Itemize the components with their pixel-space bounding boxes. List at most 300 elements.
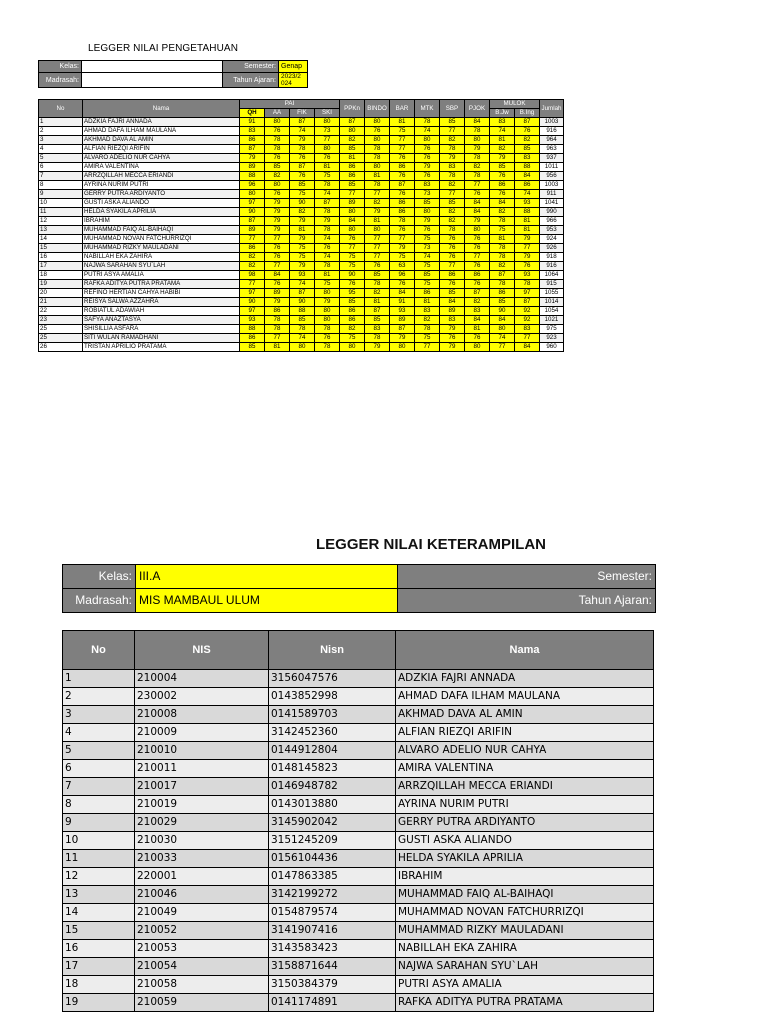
table-row <box>39 244 564 253</box>
col-header-ppkn: PPKn <box>340 100 365 118</box>
cell-bjw: 79 <box>490 154 515 163</box>
cell-aa: 79 <box>265 208 290 217</box>
cell-pjok: 76 <box>465 334 490 343</box>
table-row <box>39 235 564 244</box>
cell-jumlah: 1011 <box>540 163 564 172</box>
cell-bing: 92 <box>515 307 540 316</box>
cell-nama: REISYA SALWA AZZAHRA <box>83 298 240 307</box>
cell-nama: ADZKIA FAJRI ANNADA <box>396 670 654 688</box>
cell-pjok: 84 <box>465 199 490 208</box>
cell-no: 5 <box>63 742 135 760</box>
cell-sbp: 82 <box>440 136 465 145</box>
cell-jumlah: 915 <box>540 280 564 289</box>
cell-no: 8 <box>63 796 135 814</box>
cell-bar: 78 <box>390 217 415 226</box>
cell-sbp: 77 <box>440 127 465 136</box>
table-row <box>39 343 564 352</box>
cell-qh: 97 <box>240 289 265 298</box>
cell-bar: 93 <box>390 307 415 316</box>
cell-bjw: 83 <box>490 118 515 127</box>
cell-bing: 88 <box>515 208 540 217</box>
tahun-ajaran-value: 2023/2 024 <box>279 73 308 88</box>
cell-pjok: 76 <box>465 244 490 253</box>
cell-bing: 76 <box>515 262 540 271</box>
cell-mtk: 80 <box>415 136 440 145</box>
cell-bar: 76 <box>390 154 415 163</box>
cell-ppkn: 76 <box>340 235 365 244</box>
col-header-nisn: Nisn <box>269 631 396 670</box>
cell-sbp: 76 <box>440 235 465 244</box>
cell-nama: RAFKA ADITYA PUTRA PRATAMA <box>83 280 240 289</box>
madrasah-value-2: MIS MAMBAUL ULUM <box>136 589 398 613</box>
cell-nama: AHMAD DAFA ILHAM MAULANA <box>396 688 654 706</box>
cell-nis: 210019 <box>135 796 269 814</box>
cell-nisn: 0146948782 <box>269 778 396 796</box>
cell-pjok: 84 <box>465 118 490 127</box>
col-header-sbp: SBP <box>440 100 465 118</box>
cell-nis: 210058 <box>135 976 269 994</box>
cell-mtk: 77 <box>415 343 440 352</box>
sheet2-title: LEGGER NILAI KETERAMPILAN <box>316 536 547 553</box>
cell-sbp: 79 <box>440 154 465 163</box>
cell-no: 13 <box>39 226 83 235</box>
cell-sbp: 82 <box>440 217 465 226</box>
col-header-pai: PAI <box>240 100 340 109</box>
cell-ski: 79 <box>315 298 340 307</box>
cell-jumlah: 963 <box>540 145 564 154</box>
cell-sbp: 76 <box>440 334 465 343</box>
cell-nis: 230002 <box>135 688 269 706</box>
cell-ski: 75 <box>315 280 340 289</box>
cell-nama: MUHAMMAD RIZKY MAULADANI <box>83 244 240 253</box>
cell-pjok: 87 <box>465 289 490 298</box>
cell-bar: 75 <box>390 127 415 136</box>
cell-bjw: 85 <box>490 298 515 307</box>
cell-nisn: 3142452360 <box>269 724 396 742</box>
cell-nama: ROBIATUL ADAWIAH <box>83 307 240 316</box>
cell-pjok: 86 <box>465 271 490 280</box>
cell-jumlah: 1064 <box>540 271 564 280</box>
cell-sbp: 77 <box>440 262 465 271</box>
cell-sbp: 85 <box>440 199 465 208</box>
cell-nama: TRISTAN APRILIO PRATAMA <box>83 343 240 352</box>
table-row <box>39 208 564 217</box>
cell-jumlah: 1021 <box>540 316 564 325</box>
cell-fik: 78 <box>290 145 315 154</box>
kelas-value <box>82 61 223 73</box>
cell-sbp: 82 <box>440 181 465 190</box>
cell-bindo: 79 <box>365 343 390 352</box>
cell-ski: 76 <box>315 154 340 163</box>
cell-no: 14 <box>39 235 83 244</box>
table-row <box>39 262 564 271</box>
cell-nama: AMIRA VALENTINA <box>83 163 240 172</box>
cell-bar: 77 <box>390 145 415 154</box>
cell-bjw: 76 <box>490 172 515 181</box>
col-header-nama-2: Nama <box>396 631 654 670</box>
cell-nama: GERRY PUTRA ARDIYANTO <box>396 814 654 832</box>
kelas-value-2: III.A <box>136 565 398 589</box>
cell-bing: 87 <box>515 118 540 127</box>
cell-bing: 88 <box>515 163 540 172</box>
cell-qh: 86 <box>240 334 265 343</box>
cell-bjw: 74 <box>490 127 515 136</box>
cell-nisn: 0156104436 <box>269 850 396 868</box>
cell-jumlah: 916 <box>540 127 564 136</box>
cell-nis: 210030 <box>135 832 269 850</box>
cell-nis: 210033 <box>135 850 269 868</box>
table-row <box>39 325 564 334</box>
skills-student-table <box>62 630 654 1012</box>
cell-no: 12 <box>63 868 135 886</box>
cell-aa: 89 <box>265 289 290 298</box>
cell-mtk: 76 <box>415 226 440 235</box>
cell-qh: 83 <box>240 127 265 136</box>
cell-nisn: 3151245209 <box>269 832 396 850</box>
cell-ppkn: 77 <box>340 190 365 199</box>
cell-ppkn: 95 <box>340 289 365 298</box>
cell-mtk: 78 <box>415 118 440 127</box>
cell-nama: AHMAD DAFA ILHAM MAULANA <box>83 127 240 136</box>
cell-bar: 87 <box>390 325 415 334</box>
cell-nama: SHISILLIA ASFARA <box>83 325 240 334</box>
cell-ppkn: 86 <box>340 172 365 181</box>
cell-ppkn: 84 <box>340 217 365 226</box>
cell-bar: 77 <box>390 136 415 145</box>
cell-no: 12 <box>39 217 83 226</box>
cell-nama: ALFIAN RIEZQI ARIFIN <box>396 724 654 742</box>
cell-nis: 210008 <box>135 706 269 724</box>
cell-bing: 82 <box>515 136 540 145</box>
cell-bindo: 79 <box>365 208 390 217</box>
cell-bindo: 77 <box>365 244 390 253</box>
cell-qh: 91 <box>240 118 265 127</box>
cell-ski: 78 <box>315 262 340 271</box>
cell-bjw: 78 <box>490 244 515 253</box>
col-header-no-2: No <box>63 631 135 670</box>
cell-no: 15 <box>63 922 135 940</box>
cell-pjok: 77 <box>465 253 490 262</box>
cell-no: 1 <box>63 670 135 688</box>
cell-bindo: 82 <box>365 289 390 298</box>
cell-nama: NABILLAH EKA ZAHIRA <box>83 253 240 262</box>
madrasah-label: Madrasah: <box>39 73 82 88</box>
cell-ski: 78 <box>315 226 340 235</box>
col-header-nama: Nama <box>83 100 240 118</box>
cell-sbp: 83 <box>440 316 465 325</box>
cell-ski: 81 <box>315 271 340 280</box>
cell-jumlah: 1055 <box>540 289 564 298</box>
cell-bjw: 74 <box>490 334 515 343</box>
cell-mtk: 81 <box>415 298 440 307</box>
cell-bing: 86 <box>515 181 540 190</box>
cell-pjok: 84 <box>465 316 490 325</box>
cell-nisn: 3141907416 <box>269 922 396 940</box>
cell-bjw: 77 <box>490 343 515 352</box>
cell-aa: 78 <box>265 136 290 145</box>
cell-sbp: 79 <box>440 325 465 334</box>
cell-mtk: 80 <box>415 208 440 217</box>
cell-ppkn: 80 <box>340 208 365 217</box>
cell-mtk: 75 <box>415 334 440 343</box>
table-row <box>63 904 654 922</box>
cell-no: 19 <box>63 994 135 1012</box>
cell-bjw: 86 <box>490 289 515 298</box>
cell-ppkn: 75 <box>340 253 365 262</box>
cell-nama: GERRY PUTRA ARDIYANTO <box>83 190 240 199</box>
cell-qh: 86 <box>240 136 265 145</box>
cell-ppkn: 80 <box>340 343 365 352</box>
cell-aa: 76 <box>265 253 290 262</box>
cell-pjok: 76 <box>465 262 490 271</box>
cell-mtk: 86 <box>415 289 440 298</box>
madrasah-label-2: Madrasah: <box>63 589 136 613</box>
cell-bar: 89 <box>390 316 415 325</box>
table-row <box>39 289 564 298</box>
cell-fik: 81 <box>290 226 315 235</box>
cell-fik: 75 <box>290 190 315 199</box>
cell-pjok: 79 <box>465 145 490 154</box>
cell-fik: 74 <box>290 127 315 136</box>
cell-no: 2 <box>39 127 83 136</box>
cell-nama: ALVARO ADELIO NUR CAHYA <box>83 154 240 163</box>
cell-bjw: 78 <box>490 280 515 289</box>
cell-nama: GUSTI ASKA ALIANDO <box>83 199 240 208</box>
cell-nisn: 0141174891 <box>269 994 396 1012</box>
cell-ski: 81 <box>315 163 340 172</box>
cell-bjw: 85 <box>490 163 515 172</box>
cell-jumlah: 1041 <box>540 199 564 208</box>
table-row <box>63 706 654 724</box>
tahun-ajaran-label: Tahun Ajaran: <box>223 73 279 88</box>
cell-nama: ALVARO ADELIO NUR CAHYA <box>396 742 654 760</box>
cell-mtk: 75 <box>415 235 440 244</box>
cell-bar: 76 <box>390 226 415 235</box>
cell-aa: 77 <box>265 334 290 343</box>
cell-aa: 79 <box>265 298 290 307</box>
cell-bjw: 82 <box>490 145 515 154</box>
cell-nis: 210053 <box>135 940 269 958</box>
cell-nama: RAFKA ADITYA PUTRA PRATAMA <box>396 994 654 1012</box>
cell-mtk: 73 <box>415 244 440 253</box>
cell-ppkn: 77 <box>340 244 365 253</box>
cell-bar: 76 <box>390 280 415 289</box>
cell-aa: 76 <box>265 127 290 136</box>
cell-jumlah: 916 <box>540 262 564 271</box>
sheet1-title: LEGGER NILAI PENGETAHUAN <box>88 43 239 54</box>
cell-no: 18 <box>39 271 83 280</box>
cell-ski: 75 <box>315 172 340 181</box>
cell-ski: 74 <box>315 253 340 262</box>
cell-fik: 76 <box>290 154 315 163</box>
cell-qh: 97 <box>240 307 265 316</box>
cell-pjok: 76 <box>465 235 490 244</box>
table-row <box>63 796 654 814</box>
cell-sbp: 79 <box>440 343 465 352</box>
cell-nama: NABILLAH EKA ZAHIRA <box>396 940 654 958</box>
cell-mtk: 76 <box>415 145 440 154</box>
cell-no: 4 <box>39 145 83 154</box>
table-row <box>39 136 564 145</box>
cell-no: 16 <box>63 940 135 958</box>
cell-ski: 77 <box>315 136 340 145</box>
cell-no: 25 <box>39 325 83 334</box>
cell-ppkn: 82 <box>340 325 365 334</box>
cell-nama: IBRAHIM <box>396 868 654 886</box>
table-row <box>63 832 654 850</box>
cell-bing: 81 <box>515 226 540 235</box>
table-row <box>39 172 564 181</box>
cell-ski: 87 <box>315 199 340 208</box>
cell-sbp: 78 <box>440 145 465 154</box>
cell-bing: 81 <box>515 217 540 226</box>
table-row <box>63 940 654 958</box>
cell-ski: 80 <box>315 145 340 154</box>
cell-pjok: 80 <box>465 343 490 352</box>
cell-fik: 75 <box>290 253 315 262</box>
cell-pjok: 79 <box>465 217 490 226</box>
cell-pjok: 76 <box>465 280 490 289</box>
cell-jumlah: 960 <box>540 343 564 352</box>
cell-nama: AKHMAD DAVA AL AMIN <box>396 706 654 724</box>
madrasah-value <box>82 73 223 88</box>
cell-nisn: 3143583423 <box>269 940 396 958</box>
cell-bing: 79 <box>515 253 540 262</box>
cell-bindo: 85 <box>365 316 390 325</box>
cell-nis: 210017 <box>135 778 269 796</box>
cell-nis: 210004 <box>135 670 269 688</box>
cell-bar: 81 <box>390 118 415 127</box>
table-row <box>39 334 564 343</box>
cell-bing: 76 <box>515 127 540 136</box>
cell-aa: 77 <box>265 235 290 244</box>
cell-bjw: 84 <box>490 199 515 208</box>
cell-bjw: 76 <box>490 190 515 199</box>
cell-bar: 80 <box>390 343 415 352</box>
cell-pjok: 77 <box>465 181 490 190</box>
table-row <box>63 814 654 832</box>
cell-sbp: 76 <box>440 244 465 253</box>
cell-qh: 98 <box>240 271 265 280</box>
cell-no: 6 <box>39 163 83 172</box>
cell-bar: 87 <box>390 181 415 190</box>
col-header-no: No <box>39 100 83 118</box>
cell-nama: ARRZQILLAH MECCA ERIANDI <box>396 778 654 796</box>
cell-qh: 96 <box>240 181 265 190</box>
cell-bjw: 78 <box>490 253 515 262</box>
cell-ski: 74 <box>315 235 340 244</box>
cell-nis: 210059 <box>135 994 269 1012</box>
cell-aa: 80 <box>265 181 290 190</box>
cell-nisn: 0154879574 <box>269 904 396 922</box>
cell-sbp: 85 <box>440 118 465 127</box>
cell-ppkn: 81 <box>340 154 365 163</box>
table-row <box>39 316 564 325</box>
cell-no: 15 <box>39 244 83 253</box>
col-header-jumlah: Jumlah <box>540 100 564 118</box>
cell-sbp: 82 <box>440 208 465 217</box>
cell-nama: NAJWA SARAHAN SYU`LAH <box>83 262 240 271</box>
cell-bjw: 80 <box>490 325 515 334</box>
cell-bjw: 82 <box>490 262 515 271</box>
cell-aa: 85 <box>265 163 290 172</box>
cell-bing: 79 <box>515 235 540 244</box>
cell-bindo: 78 <box>365 280 390 289</box>
cell-qh: 90 <box>240 208 265 217</box>
cell-bar: 91 <box>390 298 415 307</box>
table-row <box>63 886 654 904</box>
table-row <box>39 181 564 190</box>
col-header-bing: B.Ing <box>515 109 540 118</box>
cell-no: 11 <box>63 850 135 868</box>
cell-aa: 77 <box>265 262 290 271</box>
cell-bindo: 77 <box>365 253 390 262</box>
cell-no: 21 <box>39 298 83 307</box>
cell-sbp: 83 <box>440 163 465 172</box>
cell-nis: 210029 <box>135 814 269 832</box>
cell-pjok: 82 <box>465 163 490 172</box>
cell-bing: 87 <box>515 298 540 307</box>
cell-aa: 79 <box>265 217 290 226</box>
cell-bindo: 78 <box>365 145 390 154</box>
cell-nama: ARRZQILLAH MECCA ERIANDI <box>83 172 240 181</box>
cell-no: 18 <box>63 976 135 994</box>
cell-jumlah: 964 <box>540 136 564 145</box>
cell-qh: 80 <box>240 190 265 199</box>
cell-aa: 78 <box>265 325 290 334</box>
cell-bar: 77 <box>390 235 415 244</box>
cell-bar: 76 <box>390 190 415 199</box>
cell-jumlah: 1014 <box>540 298 564 307</box>
cell-bing: 78 <box>515 280 540 289</box>
table-row <box>63 778 654 796</box>
knowledge-grades-body <box>39 118 564 352</box>
cell-nis: 210054 <box>135 958 269 976</box>
cell-nis: 210010 <box>135 742 269 760</box>
cell-mtk: 75 <box>415 280 440 289</box>
cell-nama: AKHMAD DAVA AL AMIN <box>83 136 240 145</box>
cell-jumlah: 966 <box>540 217 564 226</box>
cell-nama: MUHAMMAD FAIQ AL-BAIHAQI <box>396 886 654 904</box>
cell-nama: AMIRA VALENTINA <box>396 760 654 778</box>
table-row <box>63 742 654 760</box>
knowledge-grades-table <box>38 99 564 352</box>
cell-no: 10 <box>39 199 83 208</box>
cell-nis: 210046 <box>135 886 269 904</box>
cell-aa: 78 <box>265 316 290 325</box>
col-header-nis: NIS <box>135 631 269 670</box>
cell-mtk: 82 <box>415 316 440 325</box>
cell-sbp: 86 <box>440 271 465 280</box>
col-header-qh: QH <box>240 109 265 118</box>
cell-bar: 86 <box>390 208 415 217</box>
cell-bindo: 83 <box>365 325 390 334</box>
cell-ski: 78 <box>315 208 340 217</box>
cell-qh: 82 <box>240 253 265 262</box>
cell-nisn: 0147863385 <box>269 868 396 886</box>
cell-nisn: 0148145823 <box>269 760 396 778</box>
cell-aa: 84 <box>265 271 290 280</box>
cell-no: 8 <box>39 181 83 190</box>
cell-no: 17 <box>63 958 135 976</box>
cell-bing: 93 <box>515 271 540 280</box>
cell-mtk: 79 <box>415 217 440 226</box>
table-row <box>39 154 564 163</box>
cell-nisn: 0141589703 <box>269 706 396 724</box>
cell-aa: 76 <box>265 154 290 163</box>
table-row <box>63 868 654 886</box>
cell-bindo: 78 <box>365 334 390 343</box>
